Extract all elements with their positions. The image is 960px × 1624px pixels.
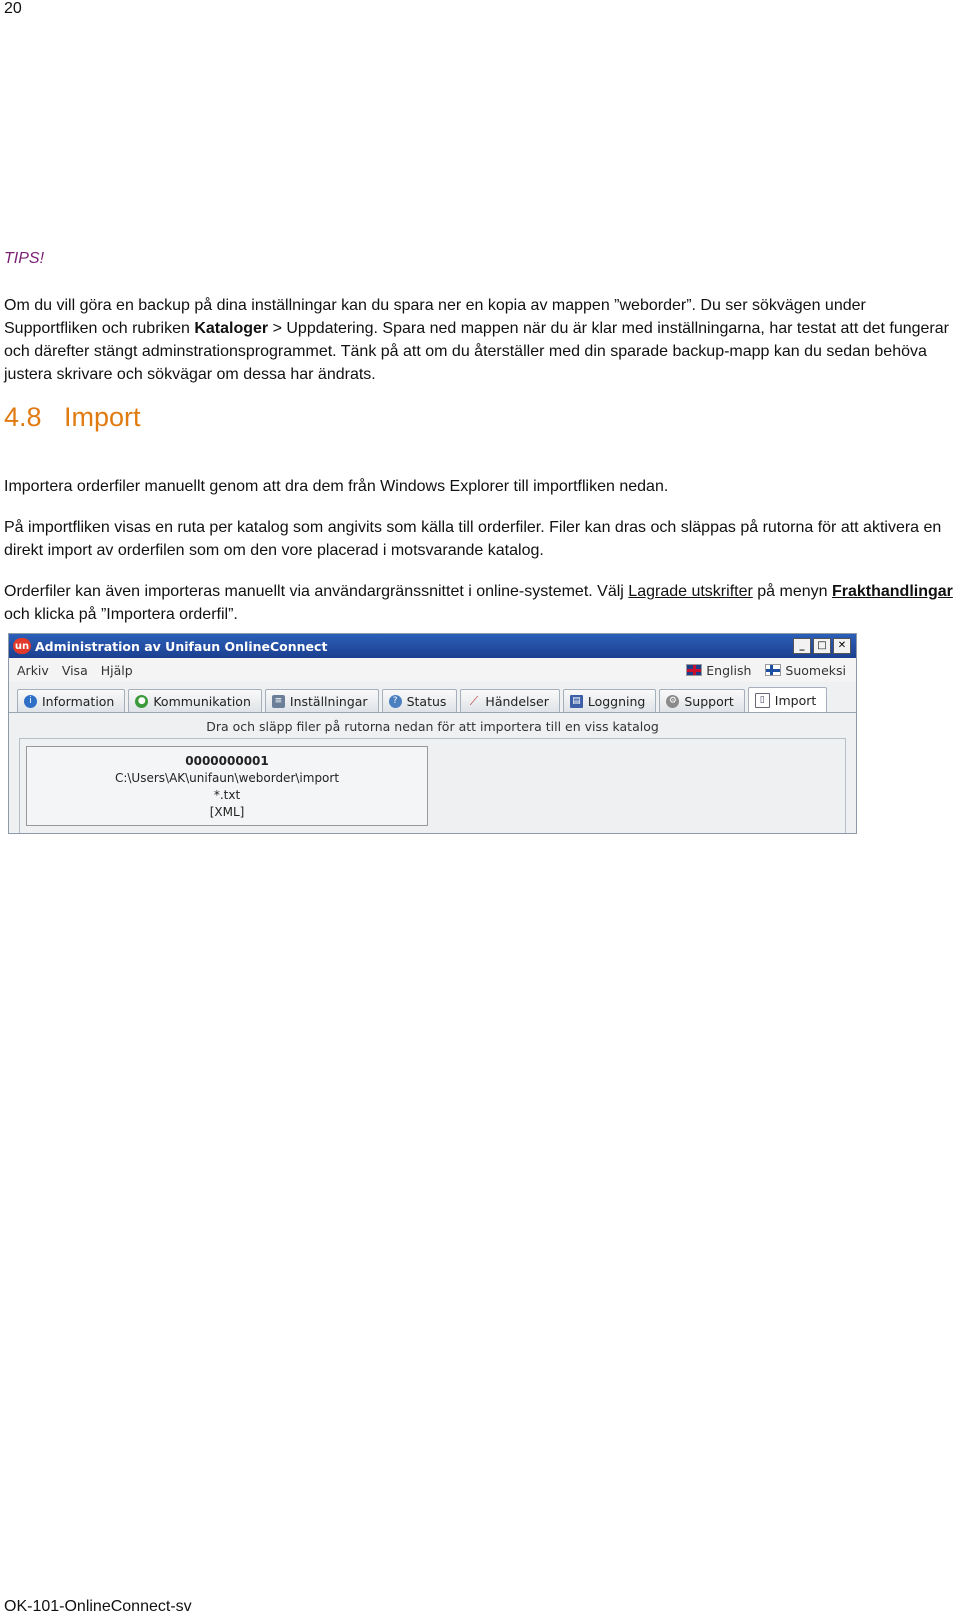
para1-bold-kataloger: Kataloger (194, 320, 269, 337)
language-suomeksi[interactable] (765, 663, 846, 678)
language-english-label: English (706, 662, 752, 678)
frakthandlingar-link[interactable]: Frakthandlingar (831, 583, 953, 600)
tab-label: Information (42, 693, 115, 709)
tab-loggning[interactable] (563, 689, 657, 712)
page-number: 20 (4, 0, 22, 17)
lagrade-utskrifter-link[interactable]: Lagrade utskrifter (628, 583, 753, 600)
menu-visa[interactable]: Visa (61, 662, 88, 678)
maximize-button[interactable]: □ (813, 638, 831, 654)
menu-arkiv[interactable]: Arkiv (17, 662, 49, 678)
tab-label: Kommunikation (153, 693, 251, 709)
finland-flag-icon (765, 664, 781, 676)
dropzone-pattern: *.txt (213, 788, 241, 802)
section-heading (4, 402, 141, 433)
import-paragraph-3 (4, 580, 956, 626)
tab-label: Inställningar (289, 693, 368, 709)
dropzone-format: [XML] (209, 805, 245, 819)
tab-import[interactable] (748, 687, 828, 712)
dropzone-id: 0000000001 (185, 754, 269, 768)
list-icon: ≡ (272, 695, 285, 708)
tab-label: Support (684, 693, 734, 709)
import-dropzone[interactable] (26, 746, 428, 826)
tab-bar (9, 686, 856, 713)
app-window-screenshot (8, 633, 857, 834)
language-suomeksi-label: Suomeksi (785, 662, 846, 678)
tips-paragraph (4, 294, 956, 386)
import-paragraph-1: Importera orderfiler manuellt genom att dra dem från Windows Explorer till importfliken nedan. (4, 478, 669, 495)
dropzone-path: C:\Users\AK\unifaun\weborder\import (114, 771, 340, 785)
tab-information[interactable] (17, 689, 125, 712)
language-english[interactable] (686, 663, 751, 678)
tab-label: Import (774, 692, 817, 708)
chart-icon: ⟋ (469, 693, 479, 708)
document-icon: ▯ (755, 693, 770, 708)
globe-icon: ● (135, 695, 148, 708)
log-icon: ▤ (570, 695, 583, 708)
info-icon: i (24, 695, 37, 708)
help-icon: ? (389, 695, 402, 708)
menu-hjalp[interactable]: Hjälp (100, 662, 133, 678)
tab-label: Loggning (587, 693, 646, 709)
section-title: Import (64, 402, 141, 432)
para1-text-after: > Uppdatering. Spara ned mappen när du är klar med inställningarna, har testat att det fungerar och därefter stängt adminstrationsprogrammet. Tänk på att om du återställer med din sparade backup-mapp kan du sedan behöva justera skrivare och sökvägar om dessa har ändrats. (4, 320, 949, 383)
window-title: Administration av Unifaun OnlineConnect (35, 638, 328, 654)
window-titlebar (9, 634, 856, 658)
import-paragraph-2: På importfliken visas en ruta per katalog som angivits som källa till orderfiler. Filer kan dras och släppas på rutorna för att aktivera en direkt import av orderfilen som om den vore placerad i motsvarande katalog. (4, 519, 942, 559)
language-selector (686, 663, 856, 678)
tab-support[interactable] (659, 689, 744, 712)
tab-handelser[interactable] (460, 689, 559, 712)
tips-label: TIPS! (4, 250, 45, 267)
para1-text-before: Om du vill göra en backup på dina inställningar kan du spara ner en kopia av mappen ”weborder”. Du ser sökvägen under Supportfliken och rubriken (4, 297, 866, 337)
gear-icon: ⚙ (666, 695, 679, 708)
para4-text-middle: på menyn (752, 583, 832, 600)
section-number: 4.8 (4, 402, 42, 432)
menubar (9, 658, 856, 682)
uk-flag-icon (686, 664, 702, 676)
unifaun-logo-icon: un (13, 638, 31, 654)
document-footer: OK-101-OnlineConnect-sv (4, 1598, 192, 1615)
tab-label: Händelser (485, 693, 549, 709)
close-button[interactable]: ✕ (833, 638, 851, 654)
para4-text-after: och klicka på ”Importera orderfil”. (4, 606, 238, 623)
para4-text-before: Orderfiler kan även importeras manuellt via användargränssnittet i online-systemet. Välj (4, 583, 629, 600)
tab-kommunikation[interactable] (128, 689, 262, 712)
tab-label: Status (406, 693, 447, 709)
window-controls (793, 638, 856, 654)
import-hint: Dra och släpp filer på rutorna nedan för att importera till en viss katalog (206, 719, 659, 734)
tab-status[interactable] (382, 689, 458, 712)
minimize-button[interactable]: _ (793, 638, 811, 654)
tab-installningar[interactable] (265, 689, 379, 712)
